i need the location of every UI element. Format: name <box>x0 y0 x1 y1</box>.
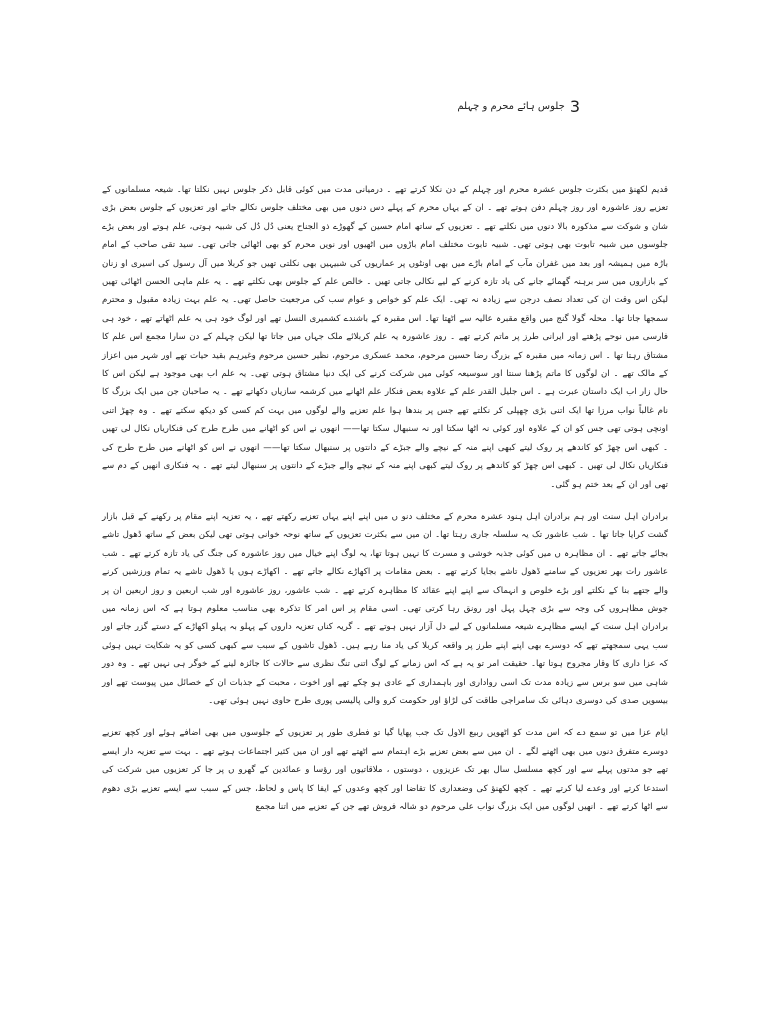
paragraph-1: قدیم لکھنؤ میں بکثرت جلوس عشرہ محرم اور چہلم کے دن نکلا کرتے تھے ۔ درمیانی مدت میں کوئی قابل ذکر جلوس نہیں نکلتا تھا۔ شیعہ مسلمانوں کے تعزیے روز عاشورہ اور روز چہلم دفن ہوتے تھے ۔ ان کے یہاں محرم کے پہلے دس دنوں میں بھی مختلف جلوس نکالے جاتے اور تعزیوں کے جلوس بعض بڑی شان و شوکت سے مذکورہ بالا دنوں میں نکلتے تھے ۔ تعزیوں کے ساتھ امام حسین کے گھوڑے ذو الجناح یعنی دُل دُل کی شبیہ ہوتی، علم ہوتے اور بعض بڑے جلوسوں میں شبیہ تابوت بھی ہوتی تھی۔ شبیہ تابوت مختلف امام باڑوں میں اٹھیوں اور نویں محرم کو بھی اٹھائی جاتی تھی۔ سید تقی صاحب کے امام باڑہ میں ہمیشہ اور بعد میں غفران مآب کے امام باڑے میں بھی اونٹوں پر عماریوں کی شبیہیں بھی نکلتی تھیں جو کربلا میں آل رسول کی اسیری او زنان کے بازاروں میں سر برہنہ گھمائے جانے کی یاد تازہ کرنے کے لیے نکالی جاتی تھیں ۔ خالص علم کے جلوس بھی نکلتے تھے ۔ یہ علم ماہی الحسن اٹھائی تھیں لیکن اس وقت ان کی تعداد نصف درجن سے زیادہ نہ تھی۔ ایک علم کو خواص و عوام سب کی مرجعیت حاصل تھی۔ یہ علم بہت زیادہ مقبول و محترم سمجھا جاتا تھا۔ محلہ گولا گنج میں واقع مقبرہ عالیہ سے اٹھتا تھا۔ اس مقبرہ کے باشندے کشمیری النسل تھے اور لوگ خود ہی یہ علم اٹھاتے تھے ، خود ہی فارسی میں نوحے پڑھتے اور ایرانی طرز پر ماتم کرتے تھے ۔ روز عاشورہ یہ علم کربلائے ملک جہاں میں جاتا تھا لیکن چہلم کے دن سارا مجمع اس علم کا مشتاق رہتا تھا ۔ اس زمانہ میں مقبرہ کے بزرگ رضا حسین مرحوم، محمد عسکری مرحوم، نظیر حسین مرحوم وغیرہم بقید حیات تھے اور شہر میں اعزاز کے مالک تھے ۔ ان لوگوں کا ماتم پڑھنا سنتا اور سوسیعہ کوئی میں شرکت کرنے کی ایک دنیا مشتاق ہوتی تھی۔ یہ علم اب بھی موجود ہے لیکن اس کا حال زار اب ایک داستان عبرت ہے ۔ اس جلیل القدر علم کے علاوہ بعض فنکار علم اٹھانے میں کرشمہ سازیاں دکھاتے تھے ۔ یہ صاحبان جن میں ایک بزرگ کا نام غالباً نواب مرزا تھا ایک اتنی بڑی چھپلی کر نکلتے تھے جس پر بندھا ہوا علم تعزیے والے لوگوں میں بہت کم کسی کو دیکھ سکتے تھے ۔ وہ چھڑ اتنی اونچی ہوتی تھی جس کو ان کے علاوہ اور کوئی نہ اٹھا سکتا اور نہ سنبھال سکتا تھا—— انھوں نے اس کو اٹھانے میں طرح طرح کی فنکاریاں نکال لی تھیں ۔ کبھی اس چھڑ کو کاندھے پر روک لیتے کبھی اپنے منہ کے نیچے والے جبڑے کے دانتوں پر سنبھال سکتا تھا—— انھوں نے اس کو اٹھانے میں طرح طرح کی فنکاریاں نکال لی تھیں ۔ کبھی اس چھڑ کو کاندھے پر روک لیتے کبھی اپنے منہ کے نیچے والے جبڑے کے دانتوں پر سنبھال لیتے تھے ۔ یہ فنکاری انھیں کے دم سے تھی اور ان کے بعد ختم ہو گئی۔ <box>102 185 668 490</box>
page-number: 3 <box>569 96 580 116</box>
page-header <box>457 94 580 118</box>
paragraph-2: برادران اہل سنت اور ہم برادران اہل ہنود عشرہ محرم کے مختلف دنو ں میں اپنے اپنے یہاں تعزیے رکھتے تھے ، یہ تعزیہ اپنے مقام پر رکھنے کے قبل بازار گشت کرایا جاتا تھا ۔ شب عاشور تک یہ سلسلہ جاری رہتا تھا۔ ان میں سے بکثرت تعزیوں کے ساتھ نوحہ خوانی ہوتی تھی لیکن بعض کے ساتھ ڈھول تاشے بجائے جاتے تھے ۔ ان مظاہرہ ں میں کوئی جذبہ خوشی و مسرت کا نہیں ہوتا تھا، یہ لوگ اپنے خیال میں روز عاشورہ کی جنگ کی یاد تازہ کرتے تھے ۔ شب عاشور رات بھر تعزیوں کے سامنے ڈھول تاشے بجایا کرتے تھے ۔ بعض مقامات پر اکھاڑے نکالے جاتے تھے ۔ اکھاڑے ہوں یا ڈھول تاشے یہ تمام ورزشیں کرنے والے جتھے بنا کے نکلتے اور بڑے خلوص و انہماک سے اپنے اپنے عقائد کا مظاہرہ کرتے تھے ۔ شب عاشور، روز عاشورہ اور شب اربعین و روز اربعین ان پر جوش مظاہروں کی وجہ سے بڑی چہل پہل اور رونق رہا کرتی تھی۔ اسی مقام پر اس امر کا تذکرہ بھی مناسب معلوم ہوتا ہے کہ اس زمانہ میں برادران اہل سنت کے ایسے مظاہرے شیعہ مسلمانوں کے لیے دل آزار نہیں ہوتے تھے ۔ گریہ کناں تعزیہ داروں کے پہلو بہ پہلو اکھاڑے کے دستے گزر جاتے اور سب یہی سمجھتے تھے کہ دوسرے بھی اپنے اپنے طرز پر واقعہ کربلا کی یاد منا رہے ہیں۔ ڈھول تاشوں کے سبب سے کبھی کسی کو یہ شکایت نہیں ہوئی کہ عزا داری کا وقار مجروح ہوتا تھا۔ حقیقت امر تو یہ ہے کہ اس زمانے کے لوگ اتنی تنگ نظری سے حالات کا جائزہ لینے کے خوگر ہی نہیں تھے ۔ وہ دور شاہی میں سو برس سے زیادہ مدت تک اسی رواداری اور باہمداری کے عادی ہو چکے تھے اور اخوت ، محبت کے جذبات ان کے خصائل میں پیوست تھے اور بیسویں صدی کی دوسری دہائی تک سامراجی طاقت کی لڑاؤ اور حکومت کرو والی پالیسی پوری طرح حاوی نہیں ہوئی تھی۔ <box>102 511 668 706</box>
paragraph-3: ایام عزا میں تو سمع دے کہ اس مدت کو اٹھویں ربیع الاول تک جب پھایا گیا تو فطری طور پر تعزیوں کے جلوسوں میں بھی اضافے ہوئے اور کچھ تعزیے دوسرے متفرق دنوں میں بھی اٹھنے لگے ۔ ان میں سے بعض تعزیے بڑے اہتمام سے اٹھتے تھے اور ان میں کثیر اجتماعات ہوتے تھے ۔ بہت سے تعزیہ دار ایسے تھے جو مدتوں پہلے سے اور کچھ مسلسل سال بھر تک عزیزوں ، دوستوں ، ملاقاتیوں اور رؤسا و عمائدین کے گھرو ں پر جا کر تعزیوں میں شرکت کی استدعا کرتے اور وعدے لیا کرتے تھے ۔ کچھ لکھنؤ کی وضعداری کا تقاضا اور کچھ وعدوں کے ایفا کا پاس و لحاظ، جس کے سبب سے ایسے تعزیے بڑی دھوم سے اٹھا کرتے تھے ۔ انھیں لوگوں میں ایک بزرگ نواب علی مرحوم دو شالہ فروش تھے جن کے تعزیے میں اتنا مجمع <box>102 728 668 812</box>
body-text <box>102 181 668 816</box>
running-title: جلوس ہائے محرم و چہلم <box>457 100 565 112</box>
